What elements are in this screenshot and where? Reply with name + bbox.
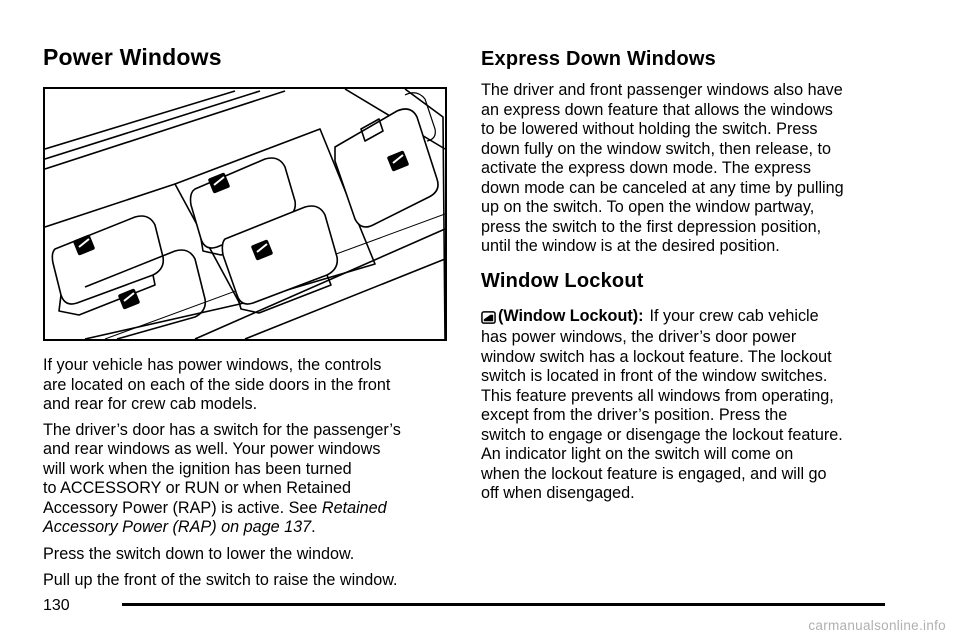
- paragraph-window-lockout: [481, 307, 901, 504]
- cross-reference-rap-link[interactable]: Retained: [321, 498, 387, 517]
- cross-reference-rap-link-cont[interactable]: Accessory Power (RAP) on page 137: [43, 518, 312, 536]
- section-heading-power-windows: Power Windows: [43, 44, 222, 70]
- right-column: [481, 48, 901, 504]
- page-number: 130: [43, 597, 70, 614]
- paragraph-lower-window: Press the switch down to lower the window.: [43, 544, 355, 563]
- lockout-body: has power windows, the driver’s door power window switch has a lockout feature. The lockout switch is located in front of the window switches. This feature prevents all windows from operating, except from the driver’s position. Press the switch to engage or disengage the lockout feature. An indicator light on the switch will come on when the lockout feature is engaged, and will go off when disengaged.: [481, 328, 843, 502]
- lockout-first-text: If your crew cab vehicle: [649, 306, 819, 325]
- paragraph-express-down: The driver and front passenger windows also have an express down feature that allows the windows to be lowered without holding the switch. Press down fully on the window switch, then release, to activate the express down mode. The express down mode can be canceled at any time by pulling up on the switch. To open the window partway, press the switch to the first depression position, until the window is at the desired position.: [481, 81, 844, 255]
- switch-panel-drawing: [45, 89, 445, 339]
- watermark: carmanualsonline.info: [808, 618, 946, 633]
- section-heading-window-lockout: Window Lockout: [481, 269, 644, 292]
- paragraph-raise-window: Pull up the front of the switch to raise the window.: [43, 571, 398, 589]
- window-lockout-icon: [481, 310, 496, 325]
- power-window-switches-illustration: [43, 87, 447, 341]
- lockout-first-line: [481, 307, 901, 327]
- lockout-label: (Window Lockout):: [498, 306, 644, 325]
- paragraph-controls-location: If your vehicle has power windows, the controls are located on each of the side doors in the front and rear for crew cab models.: [43, 356, 391, 413]
- paragraph-driver-switch: The driver’s door has a switch for the passenger’s and rear windows as well. Your power windows will work when the ignition has been turned to ACCESSORY or RUN or when Retained Accessory Power (RAP) is active. See Retained Accessory Power (RAP) on page 137.: [43, 420, 401, 536]
- footer-rule: [122, 603, 885, 606]
- power-windows-body: [43, 356, 448, 591]
- section-heading-express-down: Express Down Windows: [481, 48, 716, 70]
